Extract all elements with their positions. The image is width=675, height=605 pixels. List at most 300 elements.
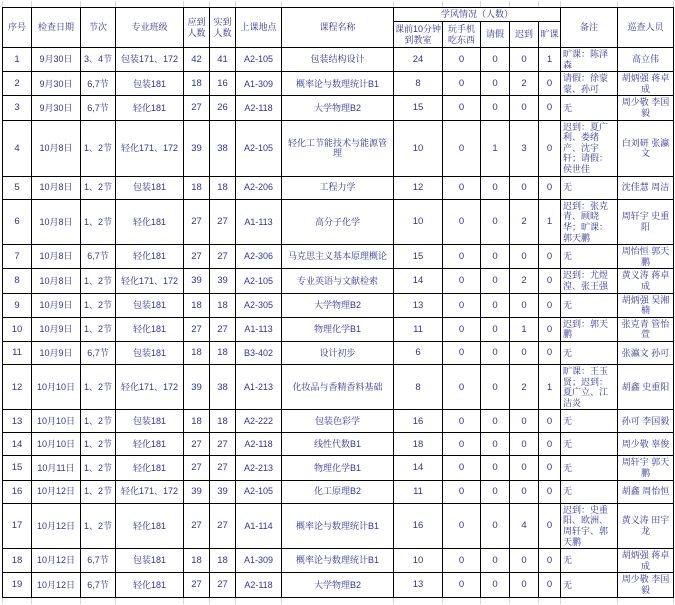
cell-inspectors: 孙可 李国毅 <box>618 410 674 433</box>
table-row <box>3 269 674 293</box>
cell-room: B3-402 <box>236 342 282 365</box>
table-row <box>3 96 674 120</box>
cell-period: 1、2节 <box>81 480 116 503</box>
table-row <box>3 456 674 480</box>
cell-date: 10月10日 <box>32 410 81 433</box>
cell-late: 0 <box>510 96 539 120</box>
cell-remark: 无 <box>561 433 618 456</box>
cell-course: 物理化学B1 <box>282 317 394 341</box>
cell-phone-eating: 0 <box>443 176 481 199</box>
cell-expected: 39 <box>184 120 210 176</box>
cell-class: 轻化181 <box>116 96 184 120</box>
cell-absent: 0 <box>539 342 561 365</box>
cell-absent: 0 <box>539 176 561 199</box>
table-row <box>3 199 674 244</box>
cell-inspectors: 胡鑫 周怡恒 <box>618 480 674 503</box>
cell-absent: 0 <box>539 120 561 176</box>
cell-date: 9月30日 <box>32 72 81 96</box>
cell-actual: 27 <box>210 317 236 341</box>
cell-serial: 15 <box>3 456 32 480</box>
cell-late: 2 <box>510 199 539 244</box>
cell-expected: 27 <box>184 245 210 269</box>
cell-inspectors: 胡炳强 吴湘楠 <box>618 293 674 317</box>
cell-remark: 旷课：陈泽森 <box>561 48 618 72</box>
cell-phone-eating: 0 <box>443 245 481 269</box>
cell-room: A2-118 <box>236 433 282 456</box>
cell-class: 包装181 <box>116 342 184 365</box>
cell-room: A2-118 <box>236 96 282 120</box>
cell-actual: 27 <box>210 433 236 456</box>
cell-expected: 27 <box>184 199 210 244</box>
cell-actual: 18 <box>210 293 236 317</box>
cell-expected: 39 <box>184 480 210 503</box>
cell-period: 1、2节 <box>81 365 116 410</box>
cell-late: 0 <box>510 573 539 597</box>
cell-course: 线性代数B1 <box>282 433 394 456</box>
table-row <box>3 503 674 548</box>
cell-leave: 0 <box>481 176 510 199</box>
cell-late: 4 <box>510 503 539 548</box>
cell-actual: 27 <box>210 573 236 597</box>
cell-period: 6,7节 <box>81 549 116 573</box>
cell-period: 1、2节 <box>81 293 116 317</box>
cell-expected: 27 <box>184 573 210 597</box>
cell-class: 轻化181 <box>116 317 184 341</box>
table-row <box>3 72 674 96</box>
col-header-period: 节次 <box>81 8 116 48</box>
cell-class: 轻化181 <box>116 245 184 269</box>
cell-room: A2-206 <box>236 176 282 199</box>
cell-date: 10月9日 <box>32 293 81 317</box>
cell-period: 1、2节 <box>81 120 116 176</box>
cell-remark: 迟到：夏广利、娄绪产、沈宇轩；请假：侯世佳 <box>561 120 618 176</box>
cell-late: 0 <box>510 245 539 269</box>
cell-course: 高分子化学 <box>282 199 394 244</box>
cell-absent: 0 <box>539 410 561 433</box>
cell-early-arrival: 14 <box>394 456 443 480</box>
cell-expected: 27 <box>184 96 210 120</box>
cell-expected: 42 <box>184 48 210 72</box>
cell-serial: 13 <box>3 410 32 433</box>
cell-course: 专业英语与文献检索 <box>282 269 394 293</box>
cell-expected: 18 <box>184 72 210 96</box>
cell-date: 10月8日 <box>32 176 81 199</box>
cell-period: 1、2节 <box>81 317 116 341</box>
cell-expected: 18 <box>184 293 210 317</box>
cell-actual: 18 <box>210 549 236 573</box>
cell-date: 10月12日 <box>32 480 81 503</box>
table-row <box>3 176 674 199</box>
cell-late: 0 <box>510 480 539 503</box>
cell-course: 大学物理B2 <box>282 293 394 317</box>
cell-class: 包装181 <box>116 293 184 317</box>
cell-phone-eating: 0 <box>443 365 481 410</box>
cell-room: A2-105 <box>236 269 282 293</box>
cell-date: 10月8日 <box>32 120 81 176</box>
cell-inspectors: 黄义涛 田宇龙 <box>618 503 674 548</box>
cell-inspectors: 周轩宇 史重阳 <box>618 199 674 244</box>
cell-early-arrival: 6 <box>394 342 443 365</box>
cell-late: 0 <box>510 410 539 433</box>
col-header-phone-eating: 玩手机吃东西 <box>443 22 481 48</box>
cell-phone-eating: 0 <box>443 342 481 365</box>
cell-absent: 0 <box>539 96 561 120</box>
attendance-table <box>2 7 674 598</box>
cell-room: A2-105 <box>236 48 282 72</box>
cell-late: 0 <box>510 549 539 573</box>
cell-phone-eating: 0 <box>443 573 481 597</box>
cell-date: 10月10日 <box>32 433 81 456</box>
cell-phone-eating: 0 <box>443 433 481 456</box>
cell-inspectors: 白刘研 张瀛文 <box>618 120 674 176</box>
cell-serial: 8 <box>3 269 32 293</box>
cell-late: 1 <box>510 317 539 341</box>
gridline-stub-bottom <box>2 598 674 604</box>
cell-date: 10月8日 <box>32 199 81 244</box>
cell-early-arrival: 10 <box>394 549 443 573</box>
cell-inspectors: 胡鑫 史重阳 <box>618 365 674 410</box>
cell-expected: 18 <box>184 176 210 199</box>
cell-class: 轻化171、172 <box>116 365 184 410</box>
col-header-serial: 序号 <box>3 8 32 48</box>
cell-date: 10月9日 <box>32 317 81 341</box>
cell-course: 概率论与数理统计B1 <box>282 549 394 573</box>
cell-remark: 无 <box>561 480 618 503</box>
col-header-late: 迟到 <box>510 22 539 48</box>
cell-actual: 18 <box>210 342 236 365</box>
cell-absent: 0 <box>539 549 561 573</box>
cell-leave: 0 <box>481 503 510 548</box>
cell-date: 10月11日 <box>32 456 81 480</box>
cell-early-arrival: 10 <box>394 120 443 176</box>
col-header-leave: 请假 <box>481 22 510 48</box>
cell-serial: 12 <box>3 365 32 410</box>
cell-remark: 无 <box>561 176 618 199</box>
cell-expected: 39 <box>184 269 210 293</box>
cell-course: 包装结构设计 <box>282 48 394 72</box>
cell-inspectors: 周怡恒 郭天鹏 <box>618 245 674 269</box>
col-header-actual: 实到人数 <box>210 8 236 48</box>
cell-class: 轻化181 <box>116 199 184 244</box>
table-row <box>3 480 674 503</box>
cell-date: 10月10日 <box>32 365 81 410</box>
cell-room: A2-305 <box>236 293 282 317</box>
cell-phone-eating: 0 <box>443 503 481 548</box>
cell-room: A2-222 <box>236 410 282 433</box>
cell-expected: 18 <box>184 549 210 573</box>
cell-actual: 18 <box>210 176 236 199</box>
cell-remark: 无 <box>561 410 618 433</box>
cell-leave: 0 <box>481 365 510 410</box>
cell-actual: 27 <box>210 503 236 548</box>
cell-inspectors: 张瀛文 孙可 <box>618 342 674 365</box>
cell-leave: 0 <box>481 573 510 597</box>
table-row <box>3 293 674 317</box>
cell-actual: 39 <box>210 480 236 503</box>
cell-phone-eating: 0 <box>443 72 481 96</box>
cell-leave: 0 <box>481 245 510 269</box>
cell-date: 10月8日 <box>32 269 81 293</box>
cell-room: A2-118 <box>236 573 282 597</box>
cell-date: 10月8日 <box>32 245 81 269</box>
cell-period: 1、2节 <box>81 269 116 293</box>
cell-inspectors: 胡炳强 蒋卓成 <box>618 72 674 96</box>
cell-leave: 0 <box>481 549 510 573</box>
cell-class: 轻化171、172 <box>116 269 184 293</box>
cell-period: 6,7节 <box>81 245 116 269</box>
cell-period: 1、2节 <box>81 410 116 433</box>
cell-late: 0 <box>510 433 539 456</box>
cell-inspectors: 胡炳强 蒋卓成 <box>618 549 674 573</box>
cell-actual: 27 <box>210 456 236 480</box>
cell-class: 包装171、172 <box>116 48 184 72</box>
cell-leave: 0 <box>481 96 510 120</box>
cell-expected: 18 <box>184 342 210 365</box>
cell-date: 10月9日 <box>32 342 81 365</box>
cell-serial: 5 <box>3 176 32 199</box>
cell-serial: 11 <box>3 342 32 365</box>
cell-early-arrival: 18 <box>394 433 443 456</box>
cell-actual: 41 <box>210 48 236 72</box>
cell-period: 1、2节 <box>81 456 116 480</box>
cell-course: 工程力学 <box>282 176 394 199</box>
cell-absent: 1 <box>539 48 561 72</box>
cell-absent: 0 <box>539 245 561 269</box>
cell-serial: 19 <box>3 573 32 597</box>
table-row <box>3 433 674 456</box>
col-header-inspector: 巡查人员 <box>618 8 674 48</box>
col-header-group-study-style: 学风情况（人数） <box>394 8 561 22</box>
cell-absent: 0 <box>539 573 561 597</box>
cell-inspectors: 高立伟 <box>618 48 674 72</box>
cell-course: 化妆品与香精香料基础 <box>282 365 394 410</box>
cell-period: 6,7节 <box>81 342 116 365</box>
cell-course: 轻化工节能技术与能源管理 <box>282 120 394 176</box>
cell-inspectors: 周轩宇 郭天鹏 <box>618 456 674 480</box>
cell-class: 轻化181 <box>116 503 184 548</box>
table-row <box>3 342 674 365</box>
cell-leave: 0 <box>481 317 510 341</box>
cell-leave: 0 <box>481 48 510 72</box>
cell-actual: 39 <box>210 269 236 293</box>
cell-expected: 18 <box>184 410 210 433</box>
cell-serial: 6 <box>3 199 32 244</box>
cell-absent: 0 <box>539 480 561 503</box>
cell-date: 10月12日 <box>32 573 81 597</box>
cell-room: A2-105 <box>236 120 282 176</box>
cell-phone-eating: 0 <box>443 293 481 317</box>
cell-phone-eating: 0 <box>443 96 481 120</box>
cell-serial: 9 <box>3 293 32 317</box>
cell-room: A1-114 <box>236 503 282 548</box>
cell-remark: 无 <box>561 573 618 597</box>
cell-serial: 2 <box>3 72 32 96</box>
cell-leave: 0 <box>481 433 510 456</box>
cell-course: 包装色彩学 <box>282 410 394 433</box>
cell-early-arrival: 8 <box>394 72 443 96</box>
cell-early-arrival: 14 <box>394 269 443 293</box>
cell-room: A1-113 <box>236 199 282 244</box>
cell-late: 0 <box>510 342 539 365</box>
cell-period: 3、4节 <box>81 48 116 72</box>
cell-leave: 0 <box>481 410 510 433</box>
cell-actual: 18 <box>210 410 236 433</box>
cell-early-arrival: 24 <box>394 48 443 72</box>
cell-expected: 27 <box>184 317 210 341</box>
cell-course: 化工原理B2 <box>282 480 394 503</box>
table-row <box>3 48 674 72</box>
cell-absent: 0 <box>539 456 561 480</box>
cell-period: 1、2节 <box>81 433 116 456</box>
cell-late: 3 <box>510 120 539 176</box>
cell-phone-eating: 0 <box>443 317 481 341</box>
cell-room: A1-113 <box>236 317 282 341</box>
cell-class: 包装181 <box>116 176 184 199</box>
cell-date: 9月30日 <box>32 96 81 120</box>
cell-absent: 1 <box>539 365 561 410</box>
cell-period: 6,7节 <box>81 96 116 120</box>
cell-serial: 4 <box>3 120 32 176</box>
cell-remark: 无 <box>561 456 618 480</box>
cell-remark: 请假：徐蒙蒙、孙可 <box>561 72 618 96</box>
cell-phone-eating: 0 <box>443 456 481 480</box>
cell-absent: 0 <box>539 72 561 96</box>
cell-remark: 旷课：王玉贤；迟到：夏广立、江洁炎 <box>561 365 618 410</box>
cell-leave: 0 <box>481 480 510 503</box>
cell-remark: 迟到：尤煜湟、张王强 <box>561 269 618 293</box>
cell-early-arrival: 12 <box>394 176 443 199</box>
col-header-course: 课程名称 <box>282 8 394 48</box>
cell-phone-eating: 0 <box>443 480 481 503</box>
table-row <box>3 573 674 597</box>
cell-actual: 38 <box>210 120 236 176</box>
col-header-absent: 旷课 <box>539 22 561 48</box>
cell-serial: 14 <box>3 433 32 456</box>
cell-expected: 27 <box>184 503 210 548</box>
cell-remark: 无 <box>561 293 618 317</box>
cell-leave: 0 <box>481 456 510 480</box>
cell-room: A1-309 <box>236 72 282 96</box>
cell-actual: 38 <box>210 365 236 410</box>
cell-expected: 27 <box>184 456 210 480</box>
cell-period: 6,7节 <box>81 72 116 96</box>
cell-leave: 0 <box>481 293 510 317</box>
cell-leave: 0 <box>481 72 510 96</box>
cell-course: 概率论与数理统计B1 <box>282 72 394 96</box>
cell-remark: 无 <box>561 245 618 269</box>
cell-absent: 0 <box>539 433 561 456</box>
cell-serial: 18 <box>3 549 32 573</box>
cell-early-arrival: 11 <box>394 480 443 503</box>
cell-remark: 无 <box>561 549 618 573</box>
cell-absent: 0 <box>539 317 561 341</box>
cell-remark: 迟到：张克青、顾晓华；旷课：郭天鹏 <box>561 199 618 244</box>
cell-class: 轻化171、172 <box>116 120 184 176</box>
cell-early-arrival: 8 <box>394 365 443 410</box>
col-header-date: 检查日期 <box>32 8 81 48</box>
cell-early-arrival: 10 <box>394 199 443 244</box>
col-header-remark: 备注 <box>561 8 618 48</box>
cell-course: 设计初步 <box>282 342 394 365</box>
cell-room: A1-309 <box>236 549 282 573</box>
cell-class: 包装181 <box>116 410 184 433</box>
cell-early-arrival: 13 <box>394 293 443 317</box>
cell-leave: 0 <box>481 269 510 293</box>
cell-leave: 0 <box>481 199 510 244</box>
col-header-class: 专业班级 <box>116 8 184 48</box>
cell-early-arrival: 15 <box>394 96 443 120</box>
cell-date: 9月30日 <box>32 48 81 72</box>
cell-late: 2 <box>510 72 539 96</box>
cell-inspectors: 黄义涛 蒋卓成 <box>618 269 674 293</box>
cell-period: 1、2节 <box>81 176 116 199</box>
cell-room: A1-213 <box>236 365 282 410</box>
cell-actual: 27 <box>210 245 236 269</box>
cell-phone-eating: 0 <box>443 269 481 293</box>
cell-inspectors: 张克青 管怡萱 <box>618 317 674 341</box>
cell-inspectors: 周少敬 李国毅 <box>618 96 674 120</box>
cell-absent: 0 <box>539 269 561 293</box>
cell-date: 10月12日 <box>32 549 81 573</box>
cell-early-arrival: 16 <box>394 503 443 548</box>
cell-class: 轻化181 <box>116 433 184 456</box>
cell-course: 马克思主义基本原理概论 <box>282 245 394 269</box>
cell-inspectors: 周少敬 李国毅 <box>618 573 674 597</box>
cell-leave: 0 <box>481 342 510 365</box>
table-row <box>3 120 674 176</box>
col-header-early-arrival: 课前10分钟到教室 <box>394 22 443 48</box>
cell-class: 包装181 <box>116 549 184 573</box>
cell-phone-eating: 0 <box>443 410 481 433</box>
table-row <box>3 317 674 341</box>
cell-late: 0 <box>510 48 539 72</box>
table-row <box>3 549 674 573</box>
table-row <box>3 365 674 410</box>
cell-absent: 0 <box>539 503 561 548</box>
cell-serial: 7 <box>3 245 32 269</box>
cell-room: A2-306 <box>236 245 282 269</box>
cell-actual: 27 <box>210 199 236 244</box>
cell-course: 物理化学B1 <box>282 456 394 480</box>
cell-period: 1、2节 <box>81 503 116 548</box>
cell-remark: 无 <box>561 96 618 120</box>
cell-period: 6,7节 <box>81 573 116 597</box>
cell-late: 2 <box>510 269 539 293</box>
cell-class: 轻化181 <box>116 456 184 480</box>
cell-serial: 17 <box>3 503 32 548</box>
cell-absent: 1 <box>539 199 561 244</box>
cell-remark: 迟到：郭天鹏 <box>561 317 618 341</box>
cell-inspectors: 沈佳慧 周洁 <box>618 176 674 199</box>
cell-room: A2-105 <box>236 480 282 503</box>
cell-late: 0 <box>510 176 539 199</box>
cell-serial: 3 <box>3 96 32 120</box>
cell-class: 轻化171、172 <box>116 480 184 503</box>
col-header-room: 上课地点 <box>236 8 282 48</box>
col-header-expected: 应到人数 <box>184 8 210 48</box>
cell-serial: 16 <box>3 480 32 503</box>
cell-expected: 39 <box>184 365 210 410</box>
cell-remark: 迟到：史重阳、欧洲、周轩宇、郭天鹏 <box>561 503 618 548</box>
cell-expected: 27 <box>184 433 210 456</box>
cell-date: 10月12日 <box>32 503 81 548</box>
cell-period: 1、2节 <box>81 199 116 244</box>
cell-actual: 16 <box>210 72 236 96</box>
cell-class: 包装181 <box>116 72 184 96</box>
cell-course: 大学物理B2 <box>282 573 394 597</box>
cell-serial: 1 <box>3 48 32 72</box>
cell-late: 0 <box>510 456 539 480</box>
